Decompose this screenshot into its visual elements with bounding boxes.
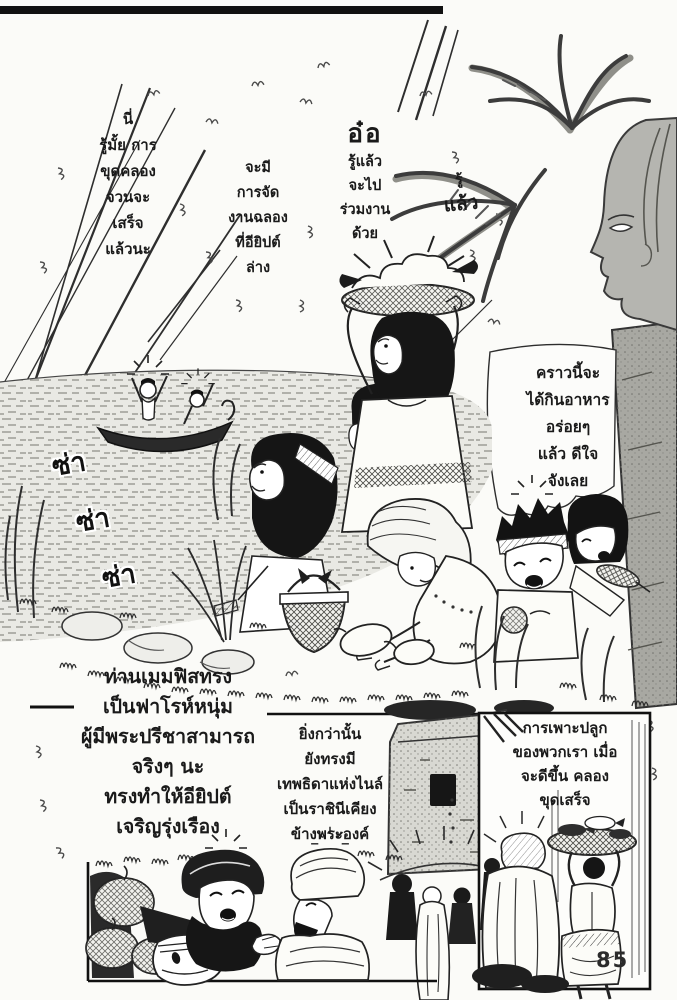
speech-line: คราวนี้จะ (535, 364, 601, 382)
speech-line: ขุดคลอง (100, 162, 156, 180)
speech-line: นี่ (122, 110, 134, 128)
speech-line: แล้วนะ (105, 240, 151, 258)
panel-bottom-left (86, 827, 437, 985)
speech-line: อร่อยๆ (545, 418, 591, 436)
caption-line: เป็นราชินีเคียง (283, 800, 377, 818)
speech-line: ได้กินอาหาร (526, 391, 610, 409)
speech-line: ล่าง (245, 260, 271, 276)
speech-line: จะมี (245, 160, 271, 176)
speech-bubble-1 (48, 106, 208, 262)
speech-line: แล้ว (442, 191, 480, 217)
speech-line: การเพาะปลูก (522, 719, 608, 737)
sfx-splash-1: ซ่า (49, 446, 89, 483)
speech-line: รู้มั้ย การ (99, 136, 157, 154)
speech-line: การจัด (236, 185, 280, 201)
speech-bubble-2 (203, 156, 313, 281)
speech-line: รู้แล้ว (347, 154, 383, 170)
speech-line: จวนจะ (105, 188, 151, 206)
statue-head (591, 118, 677, 330)
caption-line: ยังทรงมี (304, 750, 356, 768)
caption-line: เป็นฟาโรห์หนุ่ม (103, 695, 233, 718)
sfx-splash-2: ซ่า (73, 502, 113, 539)
caption-line: จริงๆ นะ (131, 755, 205, 778)
speech-line: เสร็จ (112, 214, 144, 232)
top-margin-bar (0, 6, 443, 14)
caption-line: ยิ่งกว่านั้น (298, 725, 362, 743)
speech-line: จะไป (348, 178, 382, 194)
speech-bubble-5 (492, 360, 644, 495)
speech-line: รู้ (454, 171, 464, 189)
caption-line: ท่านเมมฟิสทรง (103, 665, 233, 688)
turbaned-man-left (182, 829, 281, 972)
turbaned-man-right (276, 827, 369, 980)
speech-line: จังเลย (547, 472, 589, 490)
sfx-splash-3: ซ่า (99, 558, 139, 595)
speech-line: งานฉลอง (228, 210, 288, 226)
speech-line: ขุดเสร็จ (539, 791, 591, 809)
speech-bubble-4 (416, 164, 504, 219)
page-number: 85 (596, 948, 630, 972)
caption-line: ทรงทำให้อียิปต์ (104, 785, 232, 808)
speech-emphasis: อ๋อ (347, 119, 383, 149)
speech-bubble-3 (315, 118, 415, 246)
narration-caption-2 (254, 722, 406, 847)
caption-line: ผู้มีพระปรีชาสามารถ (80, 725, 256, 748)
caption-line: เทพธิดาแห่งไนล์ (276, 775, 384, 793)
speech-line: ที่อียิปต์ (235, 235, 281, 251)
caption-line: เจริญรุ่งเรือง (116, 815, 220, 838)
speech-line: แล้ว ดีใจ (537, 445, 599, 463)
speech-line: ด้วย (351, 226, 379, 242)
speech-line: จะดีขึ้น คลอง (521, 767, 609, 785)
speech-line: ร่วมงาน (339, 202, 391, 218)
speech-line: ของพวกเรา เมื่อ (512, 743, 618, 761)
caption-line: ข้างพระองค์ (290, 825, 370, 843)
speech-bubble-6 (484, 716, 646, 812)
